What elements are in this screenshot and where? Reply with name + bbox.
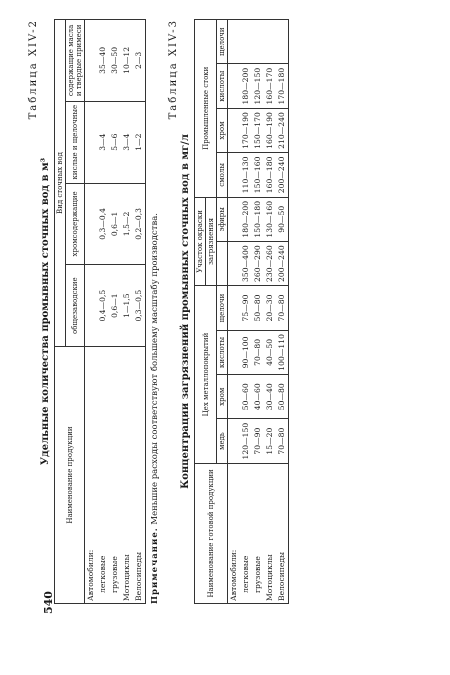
table2 xyxy=(194,19,289,604)
table2-cell: 150—170 xyxy=(252,108,264,152)
table2-cell: 200—240 xyxy=(276,153,289,197)
table2-cell: 50—80 xyxy=(276,375,289,419)
table1-cell: 1—1,5 xyxy=(121,265,133,347)
table2-row xyxy=(228,20,241,604)
table2-cell: 180—200 xyxy=(240,64,252,108)
row-name: легковые xyxy=(240,463,252,603)
table1-cell: 1—2 xyxy=(133,101,146,183)
table2-sub-header: смолы xyxy=(217,153,228,197)
table1-cell: 0,3—0,4 xyxy=(97,183,109,265)
table2-cell: 210—240 xyxy=(276,108,289,152)
table1-sub-header: общезаводские xyxy=(66,265,85,347)
table2-group-paint-sub: загрязнения xyxy=(206,197,217,286)
table2-cell: 50—60 xyxy=(240,375,252,419)
table2-cell: 40—50 xyxy=(264,330,276,374)
table2-cell xyxy=(228,153,241,197)
table2-cell: 160—170 xyxy=(264,64,276,108)
table2-cell: 170—190 xyxy=(240,108,252,152)
table1-cell: 35—40 xyxy=(97,20,109,102)
table1-cell: 30—50 xyxy=(109,20,121,102)
table2-row xyxy=(264,20,276,604)
table2-cell: 20—30 xyxy=(264,286,276,330)
table2-cell: 120—150 xyxy=(252,64,264,108)
table1-cell: 0,6—1 xyxy=(109,183,121,265)
table2-cell xyxy=(252,20,264,64)
table2-cell: 15—20 xyxy=(264,419,276,463)
table2-cell: 40—60 xyxy=(252,375,264,419)
table1-cell: 0,3—0,5 xyxy=(133,265,146,347)
table2-cell: 260—290 xyxy=(252,241,264,285)
table2-sub-header: кислоты xyxy=(217,330,228,374)
table2-cell: 70—90 xyxy=(252,419,264,463)
table1-sub-header: содержащие масла и твердые примеси xyxy=(66,20,85,102)
table2-cell xyxy=(240,20,252,64)
table1-cell xyxy=(85,265,98,347)
table1-cell xyxy=(85,20,98,102)
row-name: грузовые xyxy=(252,463,264,603)
table2-cell xyxy=(228,197,241,241)
table2-cell: 160—180 xyxy=(264,153,276,197)
table1-cell: 3—4 xyxy=(97,101,109,183)
table2-sub-header: эфиры xyxy=(217,197,228,241)
table1-sub-header: кислые и щелочные xyxy=(66,101,85,183)
table1-cell: 5—6 xyxy=(109,101,121,183)
table1-cell: 1,5—2 xyxy=(121,183,133,265)
table1-cell: 0,2—0,3 xyxy=(133,183,146,265)
table1-sub-header: хромсодержащие xyxy=(66,183,85,265)
table2-sub-header: кислоты xyxy=(217,64,228,108)
table2-cell: 150—160 xyxy=(252,153,264,197)
table1-row xyxy=(109,20,121,604)
table2-cell: 130—160 xyxy=(264,197,276,241)
rotated-page-content xyxy=(28,19,438,604)
row-name: Велосипеды xyxy=(133,347,146,604)
note-label: Примечание. xyxy=(150,527,161,604)
row-name: Мотоциклы xyxy=(121,347,133,604)
table2-sub-header: хром xyxy=(217,375,228,419)
table1-cell: 10—12 xyxy=(121,20,133,102)
table2-cell: 110—130 xyxy=(240,153,252,197)
table2-cell: 100—110 xyxy=(276,330,289,374)
table1-cell xyxy=(85,101,98,183)
table1-row xyxy=(97,20,109,604)
table2-row xyxy=(276,20,289,604)
table2-cell xyxy=(276,20,289,64)
table2-sub-header: щелочи xyxy=(217,20,228,64)
table2-label: Таблица XIV-3 xyxy=(168,19,180,120)
table2-cell: 350—400 xyxy=(240,241,252,285)
table2-cell: 50—80 xyxy=(252,286,264,330)
table2-cell: 75—90 xyxy=(240,286,252,330)
table2-sub-header: хром xyxy=(217,108,228,152)
table1-col-name: Наименование продукции xyxy=(55,347,85,604)
row-name: Велосипеды xyxy=(276,463,289,603)
table2-row xyxy=(240,20,252,604)
table2-cell: 90—100 xyxy=(240,330,252,374)
table2-cell xyxy=(228,64,241,108)
row-name: легковые xyxy=(97,347,109,604)
table1-label: Таблица XIV-2 xyxy=(28,19,39,120)
table2-cell: 180—200 xyxy=(240,197,252,241)
table1 xyxy=(54,19,146,604)
table2-cell xyxy=(228,286,241,330)
table2-cell: 70—80 xyxy=(252,330,264,374)
table1-title: Удельные количества промывных сточных вод в м³ xyxy=(40,157,51,466)
table1-row xyxy=(121,20,133,604)
table2-group-paint: Участок окраски xyxy=(195,197,206,286)
table2-cell xyxy=(228,20,241,64)
table2-cell: 120—150 xyxy=(240,419,252,463)
table2-sub-header: медь xyxy=(217,419,228,463)
table2-col-name: Наименование готовой продукции xyxy=(195,463,228,603)
table2-cell: 70—80 xyxy=(276,419,289,463)
table2-sub-header: щелочи xyxy=(217,286,228,330)
table1-cell xyxy=(85,183,98,265)
table2-cell: 230—260 xyxy=(264,241,276,285)
table1-row xyxy=(85,20,98,604)
table2-cell: 150—180 xyxy=(252,197,264,241)
row-name: грузовые xyxy=(109,347,121,604)
table2-title: Концентрации загрязнений промывных сточных вод в мг/л xyxy=(180,134,192,489)
table1-row xyxy=(133,20,146,604)
row-name: Автомобили: xyxy=(85,347,98,604)
table2-cell xyxy=(228,375,241,419)
table2-row xyxy=(252,20,264,604)
table1-cell: 0,6—1 xyxy=(109,265,121,347)
table2-cell: 200—240 xyxy=(276,241,289,285)
table2-cell xyxy=(228,419,241,463)
table2-group-metal: Цех металлопокрытий xyxy=(195,286,217,464)
table2-cell: 30—40 xyxy=(264,375,276,419)
table1-cell: 2—3 xyxy=(133,20,146,102)
table2-cell: 170—180 xyxy=(276,64,289,108)
table2-cell xyxy=(228,330,241,374)
table2-group-industrial: Промышленные стоки xyxy=(195,20,217,198)
table1-group-header: Вид сточных вод xyxy=(55,20,66,347)
table1-cell: 3—4 xyxy=(121,101,133,183)
table2-cell xyxy=(264,20,276,64)
table2-cell: 70—80 xyxy=(276,286,289,330)
note-text: Меньшие расходы соответствуют большему масштабу производства. xyxy=(150,212,161,525)
row-name: Автомобили: xyxy=(228,463,241,603)
table2-sub-header xyxy=(217,241,228,285)
table2-cell: 90—50 xyxy=(276,197,289,241)
table2-cell xyxy=(228,108,241,152)
page-number: 540 xyxy=(42,591,55,614)
table2-cell: 160—190 xyxy=(264,108,276,152)
table2-cell xyxy=(228,241,241,285)
table1-note xyxy=(150,19,160,604)
table1-cell: 0,4—0,5 xyxy=(97,265,109,347)
row-name: Мотоциклы xyxy=(264,463,276,603)
